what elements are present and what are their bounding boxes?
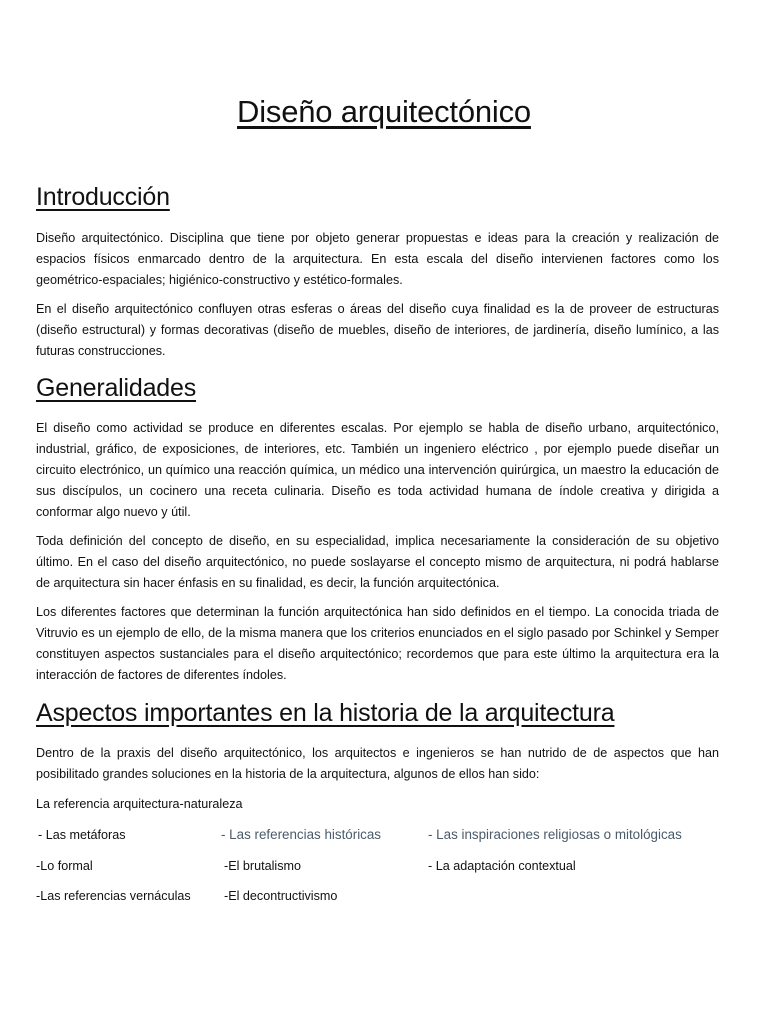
paragraph: Los diferentes factores que determinan la función arquitectónica han sido definidos en el tiempo. La conocida triada de Vitruvio es un ejemplo de ello, de la misma manera que los criterios enunciados en el siglo pasado por Schinkel y Semper constituyen aspectos sustanciales para el diseño arquitectónico; recordemos que para este último la arquitectura era la interacción de factores de diferentes índoles. [36, 605, 719, 682]
section-heading-generalidades: Generalidades [36, 374, 197, 402]
section-heading-introduccion: Introducción [36, 183, 170, 211]
section-heading-aspectos: Aspectos importantes en la historia de la arquitectura [36, 699, 615, 727]
paragraph: El diseño como actividad se produce en diferentes escalas. Por ejemplo se habla de diseño urbano, arquitectónico, industrial, gráfico, de exposiciones, de interiores, etc. También un ingeniero eléctrico , por ejemplo puede diseñar un circuito electrónico, un químico una reacción química, un médico una intervención quirúrgica, un maestro la educación de sus discípulos, un cocinero una receta culinaria. Diseño es toda actividad humana de índole creativa y dirigida a conformar algo nuevo y útil. [36, 421, 719, 519]
aspect-item: -Lo formal [36, 859, 93, 873]
document-title: Diseño arquitectónico [237, 94, 531, 129]
paragraph: Diseño arquitectónico. Disciplina que tiene por objeto generar propuestas e ideas para la creación y realización de espacios físicos enmarcado dentro de la arquitectura. En esta escala del diseño intervienen factores como los geométrico-espaciales; higiénico-constructivo y estético-formales. [36, 231, 719, 287]
aspect-item: - Las referencias históricas [221, 827, 382, 842]
aspect-item: -El decontructivismo [224, 889, 338, 903]
aspect-item: - La adaptación contextual [428, 859, 576, 873]
aspect-item: - Las inspiraciones religiosas o mitológicas [428, 827, 682, 842]
paragraph: En el diseño arquitectónico confluyen otras esferas o áreas del diseño cuya finalidad es la de proveer de estructuras (diseño estructural) y formas decorativas (diseño de muebles, diseño de interiores, de jardinería, diseño lumínico, a las futuras construcciones. [36, 302, 719, 358]
aspect-item: - Las metáforas [38, 828, 126, 842]
paragraph: Dentro de la praxis del diseño arquitectónico, los arquitectos e ingenieros se han nutrido de de aspectos que han posibilitado grandes soluciones en la historia de la arquitectura, algunos de ellos han sido: [36, 746, 719, 781]
intro-item: La referencia arquitectura-naturaleza [36, 797, 243, 811]
paragraph: Toda definición del concepto de diseño, en su especialidad, implica necesariamente la consideración de su objetivo último. En el caso del diseño arquitectónico, no puede soslayarse el concepto mismo de arquitectura, ni podrá hablarse de arquitectura sin hacer énfasis en su finalidad, es decir, la función arquitectónica. [36, 534, 719, 590]
aspect-item: -El brutalismo [224, 859, 301, 873]
aspect-item: -Las referencias vernáculas [36, 889, 191, 903]
